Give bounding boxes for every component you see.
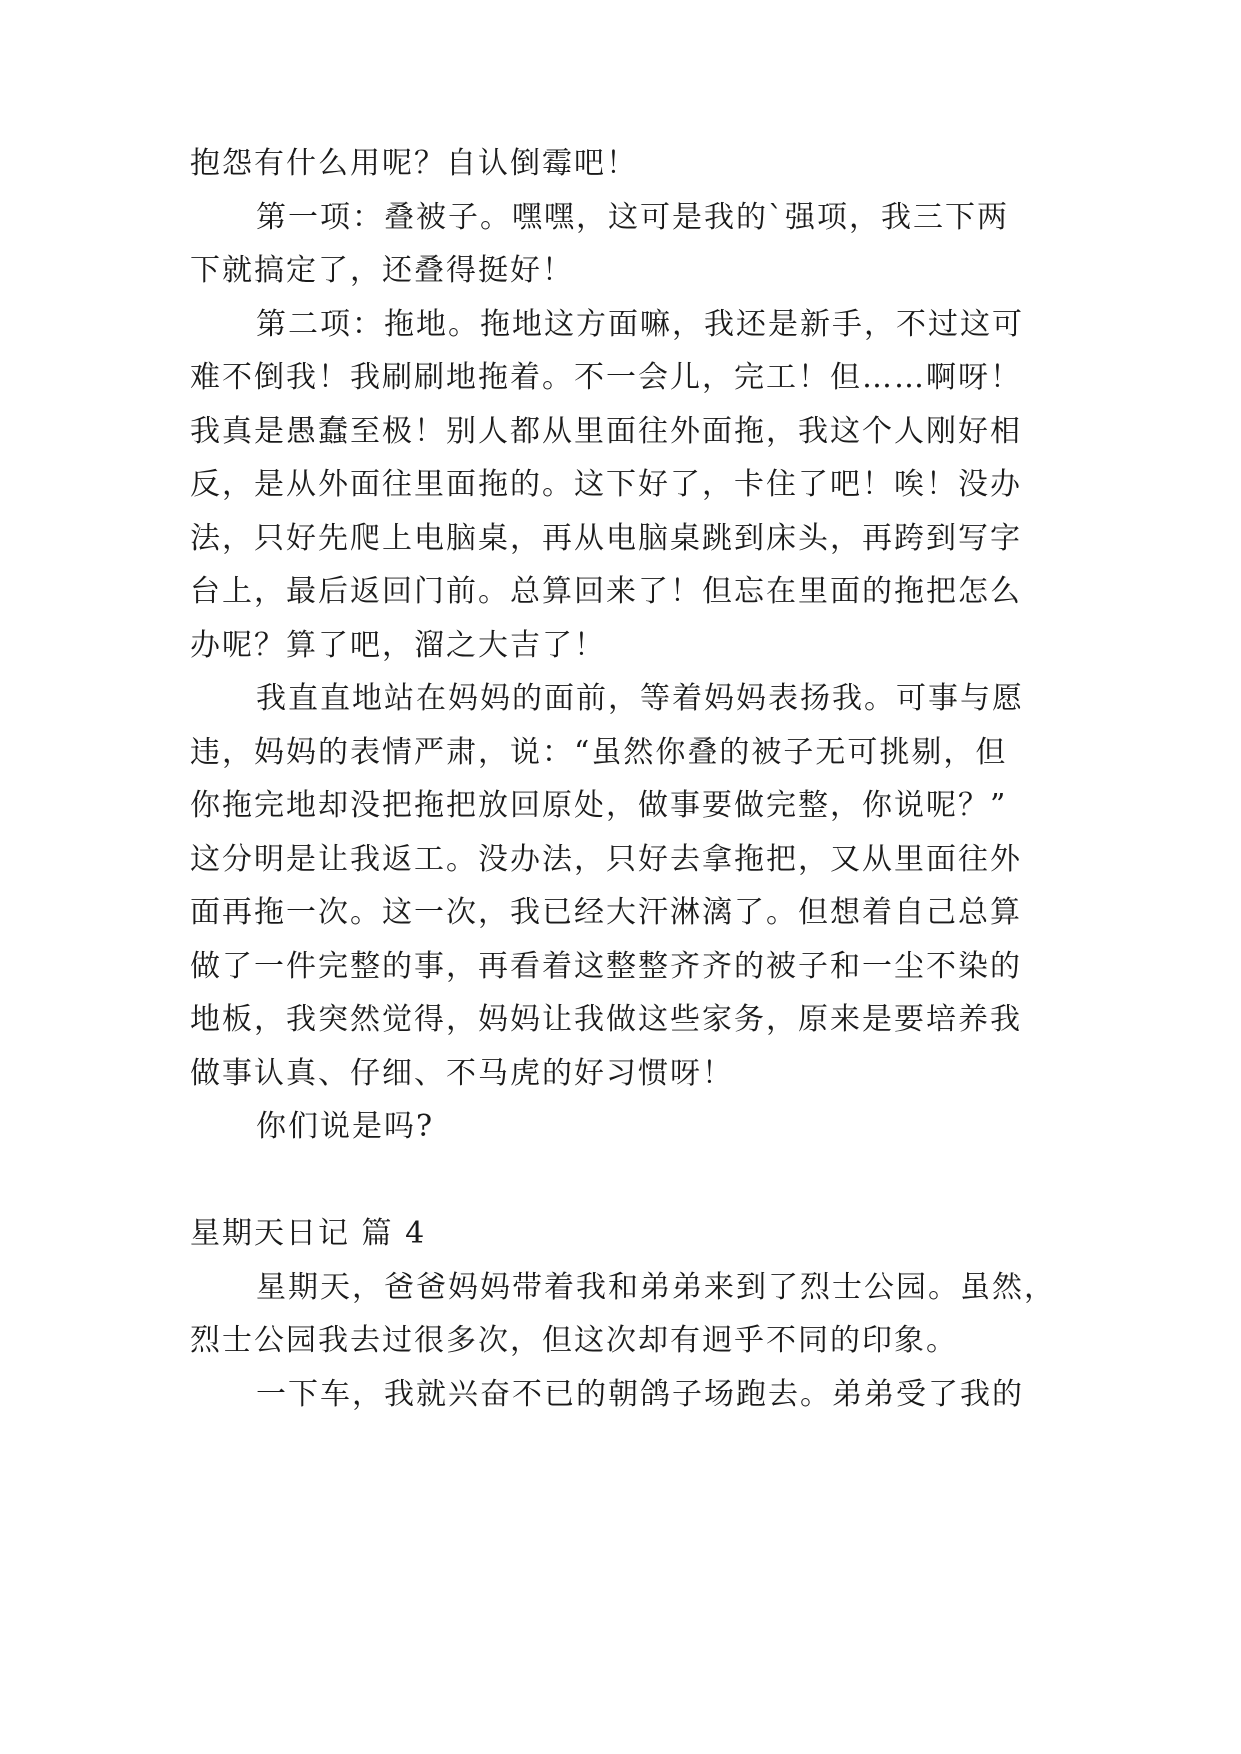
text-line: 这分明是让我返工。没办法，只好去拿拖把，又从里面往外 — [190, 842, 1022, 877]
paragraph-start-line: 第二项：拖地。拖地这方面嘛，我还是新手，不过这可 — [256, 307, 1024, 342]
text-line: 烈士公园我去过很多次，但这次却有迥乎不同的印象。 — [190, 1323, 958, 1358]
text-line: 反，是从外面往里面拖的。这下好了，卡住了吧！唉！没办 — [190, 467, 1022, 502]
text-line: 难不倒我！我刷刷地拖着。不一会儿，完工！但……啊呀！ — [190, 360, 1022, 395]
text-line: 台上，最后返回门前。总算回来了！但忘在里面的拖把怎么 — [190, 574, 1022, 609]
paragraph-start-line: 一下车，我就兴奋不已的朝鸽子场跑去。弟弟受了我的 — [256, 1377, 1024, 1412]
section-heading: 星期天日记 篇 4 — [190, 1216, 427, 1251]
paragraph-start-line: 你们说是吗? — [256, 1109, 435, 1144]
text-line: 违，妈妈的表情严肃，说：“虽然你叠的被子无可挑剔，但 — [190, 735, 1008, 770]
text-line: 面再拖一次。这一次，我已经大汗淋漓了。但想着自己总算 — [190, 895, 1022, 930]
document-page — [190, 0, 1056, 1754]
paragraph-start-line: 星期天，爸爸妈妈带着我和弟弟来到了烈士公园。虽然， — [256, 1270, 1056, 1305]
text-line: 办呢？算了吧，溜之大吉了！ — [190, 628, 606, 663]
text-line: 抱怨有什么用呢？自认倒霉吧！ — [190, 146, 638, 181]
text-line: 我真是愚蠢至极！别人都从里面往外面拖，我这个人刚好相 — [190, 414, 1022, 449]
text-line: 你拖完地却没把拖把放回原处，做事要做完整，你说呢？” — [190, 788, 1008, 823]
text-line: 法，只好先爬上电脑桌，再从电脑桌跳到床头，再跨到写字 — [190, 521, 1022, 556]
paragraph-start-line: 第一项：叠被子。嘿嘿，这可是我的`强项，我三下两 — [256, 200, 1009, 235]
text-line: 做了一件完整的事，再看着这整整齐齐的被子和一尘不染的 — [190, 949, 1022, 984]
text-line: 地板，我突然觉得，妈妈让我做这些家务，原来是要培养我 — [190, 1002, 1022, 1037]
text-line: 下就搞定了，还叠得挺好！ — [190, 253, 574, 288]
text-line: 做事认真、仔细、不马虎的好习惯呀！ — [190, 1056, 734, 1091]
paragraph-start-line: 我直直地站在妈妈的面前，等着妈妈表扬我。可事与愿 — [256, 681, 1024, 716]
